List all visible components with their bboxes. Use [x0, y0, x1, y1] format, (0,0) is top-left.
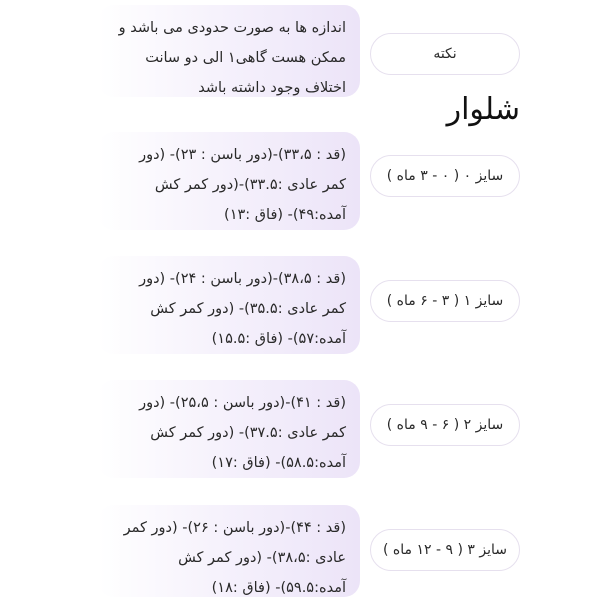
size-label: سایز ۰ ( ۰ - ۳ ماه ): [386, 168, 504, 184]
size-detail-line: (قد : ۴۴)-(دور باسن : ۲۶)- (دور کمر: [123, 520, 346, 536]
size-label-pill[interactable]: [370, 155, 520, 197]
note-label: نکته: [433, 46, 457, 62]
size-label-pill[interactable]: [370, 529, 520, 571]
note-label-pill[interactable]: [370, 33, 520, 75]
size-label: سایز ۲ ( ۶ - ۹ ماه ): [386, 417, 504, 433]
size-details-box: [98, 256, 360, 354]
size-detail-line: کمر عادی :۳۵.۵)- (دور کمر کش: [150, 301, 346, 317]
size-details-box: [98, 132, 360, 230]
note-line: اندازه ها به صورت حدودی می باشد و: [118, 20, 346, 36]
note-line: ممکن هست گاهی۱ الی دو سانت: [145, 50, 346, 66]
size-detail-line: (قد : ۳۳،۵)-(دور باسن : ۲۳)- (دور: [139, 147, 346, 163]
size-details-box: [98, 380, 360, 478]
section-title: شلوار: [446, 92, 520, 127]
size-detail-line: (قد : ۳۸،۵)-(دور باسن : ۲۴)- (دور: [139, 271, 346, 287]
size-detail-line: آمده:۵۷)- (فاق :۱۵.۵): [211, 331, 346, 347]
size-detail-line: آمده:۴۹)- (فاق :۱۳): [224, 207, 346, 223]
note-text-box: [98, 5, 360, 97]
size-detail-line: عادی :۳۸،۵)- (دور کمر کش: [178, 550, 346, 566]
size-detail-line: کمر عادی :۳۷.۵)- (دور کمر کش: [150, 425, 346, 441]
size-label-pill[interactable]: [370, 280, 520, 322]
size-label: سایز ۱ ( ۳ - ۶ ماه ): [386, 293, 504, 309]
size-detail-line: آمده:۵۹.۵)- (فاق :۱۸): [211, 580, 346, 596]
size-details-box: [98, 505, 360, 597]
size-label: سایز ۳ ( ۹ - ۱۲ ماه ): [383, 542, 507, 558]
size-detail-line: (قد : ۴۱)-(دور باسن : ۲۵،۵)- (دور: [139, 395, 346, 411]
size-label-pill[interactable]: [370, 404, 520, 446]
size-detail-line: کمر عادی :۳۳.۵)-(دور کمر کش: [154, 177, 346, 193]
note-line: اختلاف وجود داشته باشد: [198, 80, 346, 96]
size-detail-line: آمده:۵۸.۵)- (فاق :۱۷): [211, 455, 346, 471]
